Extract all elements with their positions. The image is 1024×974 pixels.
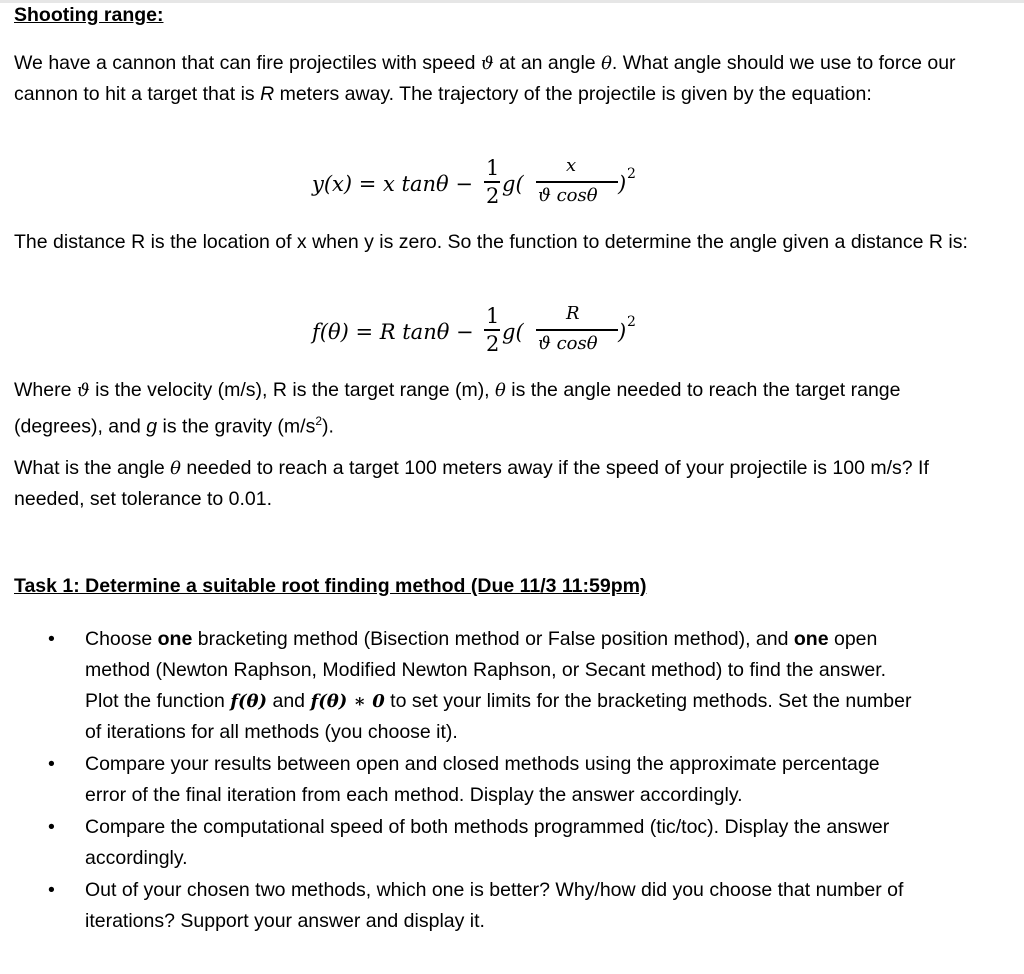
trajectory-equation: y(x) = x tanθ − 1 2 g( x ϑ cosθ ) 2 (312, 155, 636, 208)
bullet-icon: • (48, 816, 55, 838)
variables-paragraph: Where ϑ is the velocity (m/s), R is the target range (m), θ is the angle needed to reach the target range (degrees), and g is the gravity $(m/s^2)$. (14, 379, 901, 438)
question-paragraph: What is the angle θ needed to reach a target 100 meters away if the speed of your projectile is 100 m/s? If needed, set tolerance to 0.01. (14, 457, 929, 510)
top-border (0, 0, 1024, 3)
bullet-icon: • (48, 628, 55, 650)
range-function-equation: f(θ) = R tanθ − 1 2 g( R ϑ cosθ ) 2 (312, 303, 636, 356)
bullet-icon: • (48, 753, 55, 775)
bullet-icon: • (48, 879, 55, 901)
intro-paragraph: We have a cannon that can fire projectiles with speed ϑ at an angle θ. What angle should we use to force our cannon to hit a target that is R meters away. The trajectory of the projectile is given by the equation: (14, 52, 956, 105)
list-item: • Compare the computational speed of both methods programmed (tic/toc). Display the answer accordingly. (0, 812, 925, 874)
distance-paragraph: The distance R is the location of x when y is zero. So the function to determine the angle given a distance R is: (14, 231, 968, 253)
task-list (0, 624, 1024, 938)
task-heading: Task 1: Determine a suitable root finding method (Due 11/3 11:59pm) (14, 575, 647, 597)
list-item: • Out of your chosen two methods, which one is better? Why/how did you choose that number of iterations? Support your answer and display it. (0, 875, 925, 937)
list-item: • Compare your results between open and closed methods using the approximate percentage error of the final iteration from each method. Display the answer accordingly. (0, 749, 925, 811)
page-title: Shooting range: (14, 4, 164, 26)
list-item: • Choose one bracketing method (Bisection method or False position method), and one open method (Newton Raphson, Modified Newton Raphson, or Secant method) to find the answer. Plot the function f(θ) and f(θ) ∗ 0 to set your limits for the bracketing methods. Set the number of iterations for all methods (you choose it). (0, 624, 925, 748)
